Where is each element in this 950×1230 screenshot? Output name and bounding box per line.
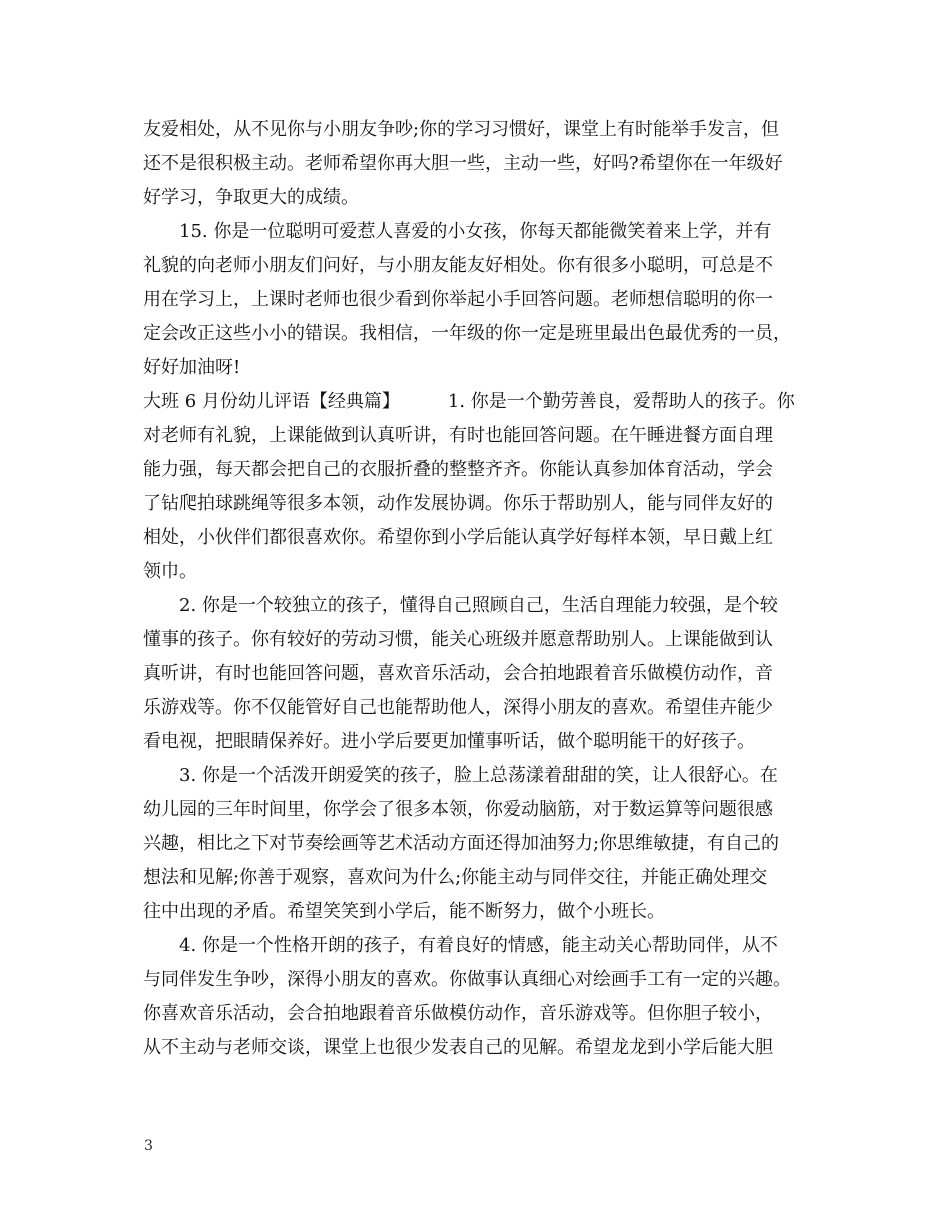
text-line: 看电视，把眼睛保养好。进小学后要更加懂事听话，做个聪明能干的好孩子。	[143, 731, 755, 752]
text-line: 兴趣，相比之下对节奏绘画等艺术活动方面还得加油努力;你思维敏捷，有自己的	[143, 833, 780, 854]
text-line: 用在学习上，上课时老师也很少看到你举起小手回答问题。老师想信聪明的你一	[143, 289, 773, 310]
text-line: 领巾。	[143, 561, 197, 582]
text-line: 从不主动与老师交谈，课堂上也很少发表自己的见解。希望龙龙到小学后能大胆	[143, 1037, 773, 1058]
text-line: 好学习，争取更大的成绩。	[143, 187, 359, 208]
text-line: 友爱相处，从不见你与小朋友争吵;你的学习习惯好，课堂上有时能举手发言，但	[143, 119, 780, 140]
text-line: 乐游戏等。你不仅能管好自己也能帮助他人，深得小朋友的喜欢。希望佳卉能少	[143, 697, 773, 718]
text-line: 定会改正这些小小的错误。我相信，一年级的你一定是班里最出色最优秀的一员，	[143, 323, 791, 344]
text-line: 真听讲，有时也能回答问题，喜欢音乐活动，会合拍地跟着音乐做模仿动作，音	[143, 663, 773, 684]
text-line: 了钻爬拍球跳绳等很多本领，动作发展协调。你乐于帮助别人，能与同伴友好的	[143, 493, 773, 514]
text-line: 对老师有礼貌，上课能做到认真听讲，有时也能回答问题。在午睡进餐方面自理	[143, 425, 773, 446]
text-line: 还不是很积极主动。老师希望你再大胆一些，主动一些，好吗?希望你在一年级好	[143, 153, 783, 174]
paragraph-start-1: 1. 你是一个勤劳善良，爱帮助人的孩子。你	[447, 391, 795, 412]
text-line: 礼貌的向老师小朋友们问好，与小朋友能友好相处。你有很多小聪明，可总是不	[143, 255, 773, 276]
text-line: 你喜欢音乐活动，会合拍地跟着音乐做模仿动作，音乐游戏等。但你胆子较小，	[143, 1003, 773, 1024]
section-heading: 大班 6 月份幼儿评语【经典篇】	[143, 391, 400, 412]
text-line: 与同伴发生争吵，深得小朋友的喜欢。你做事认真细心对绘画手工有一定的兴趣。	[143, 969, 791, 990]
text-line: 往中出现的矛盾。希望笑笑到小学后，能不断努力，做个小班长。	[143, 901, 665, 922]
document-body	[143, 113, 813, 1065]
paragraph-start-3: 3. 你是一个活泼开朗爱笑的孩子，脸上总荡漾着甜甜的笑，让人很舒心。在	[179, 765, 778, 786]
text-line: 能力强，每天都会把自己的衣服折叠的整整齐齐。你能认真参加体育活动，学会	[143, 459, 773, 480]
text-line: 幼儿园的三年时间里，你学会了很多本领，你爱动脑筋，对于数运算等问题很感	[143, 799, 773, 820]
paragraph-start-2: 2. 你是一个较独立的孩子，懂得自己照顾自己，生活自理能力较强，是个较	[179, 595, 778, 616]
section-heading-line	[143, 385, 813, 419]
text-line: 懂事的孩子。你有较好的劳动习惯，能关心班级并愿意帮助别人。上课能做到认	[143, 629, 773, 650]
page-number: 3	[144, 1138, 153, 1154]
text-line: 相处，小伙伴们都很喜欢你。希望你到小学后能认真学好每样本领，早日戴上红	[143, 527, 773, 548]
paragraph-start-15: 15. 你是一位聪明可爱惹人喜爱的小女孩，你每天都能微笑着来上学，并有	[179, 221, 772, 242]
paragraph-start-4: 4. 你是一个性格开朗的孩子，有着良好的情感，能主动关心帮助同伴，从不	[179, 935, 778, 956]
text-line: 想法和见解;你善于观察，喜欢问为什么;你能主动与同伴交往，并能正确处理交	[143, 867, 768, 888]
text-line: 好好加油呀!	[143, 357, 241, 378]
